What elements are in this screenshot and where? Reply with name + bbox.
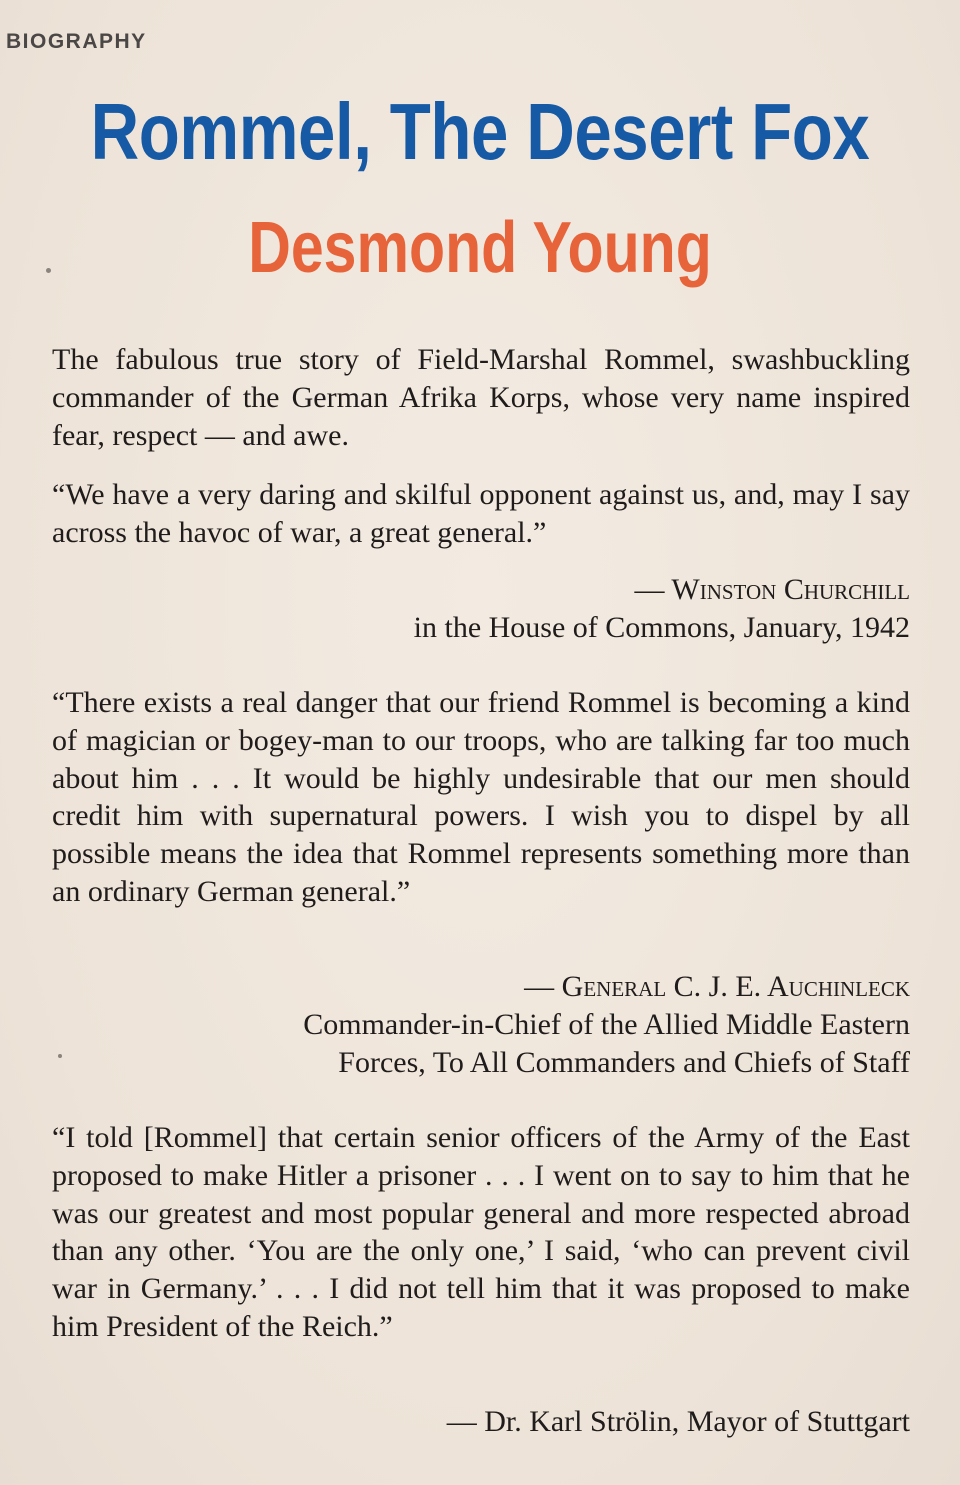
blurb-paragraph: The fabulous true story of Field-Marshal Rommel, swashbuckling commander of the German Afrika Korps, whose very name inspired fear, respect — and awe. [52,343,910,452]
paper-speck [46,268,51,273]
book-author: Desmond Young [248,208,712,288]
quote-auchinleck: “There exists a real danger that our friend Rommel is becoming a kind of magician or bogey-man to our troops, who are talking far too much about him . . . It would be highly undesirable that our men should credit him with supernatural powers. I wish you to dispel by all possible means the idea that Rommel represents something more than an ordinary German general.” [52,686,910,908]
attribution-auchinleck-detail-2: Forces, To All Commanders and Chiefs of Staff [338,1046,910,1079]
category-label: BIOGRAPHY [6,30,147,53]
quote-churchill: “We have a very daring and skilful opponent against us, and, may I say across the havoc of war, a great general.” [52,478,910,549]
attribution-auchinleck-name: — General C. J. E. Auchinleck [524,970,910,1003]
attribution-auchinleck-detail-1: Commander-in-Chief of the Allied Middle Eastern [303,1008,910,1041]
quote-strolin: “I told [Rommel] that certain senior officers of the Army of the East proposed to make Hitler a prisoner . . . I went on to say to him that he was our greatest and most popular general and more respected abroad than any other. ‘You are the only one,’ I said, ‘who can prevent civil war in Germany.’ . . . I did not tell him that it was proposed to make him President of the Reich.” [52,1121,910,1343]
book-title: Rommel, The Desert Fox [90,87,870,176]
attribution-churchill-name: — Winston Churchill [634,573,910,606]
attribution-strolin: — Dr. Karl Strölin, Mayor of Stuttgart [446,1405,910,1438]
attribution-churchill-detail: in the House of Commons, January, 1942 [413,611,910,644]
